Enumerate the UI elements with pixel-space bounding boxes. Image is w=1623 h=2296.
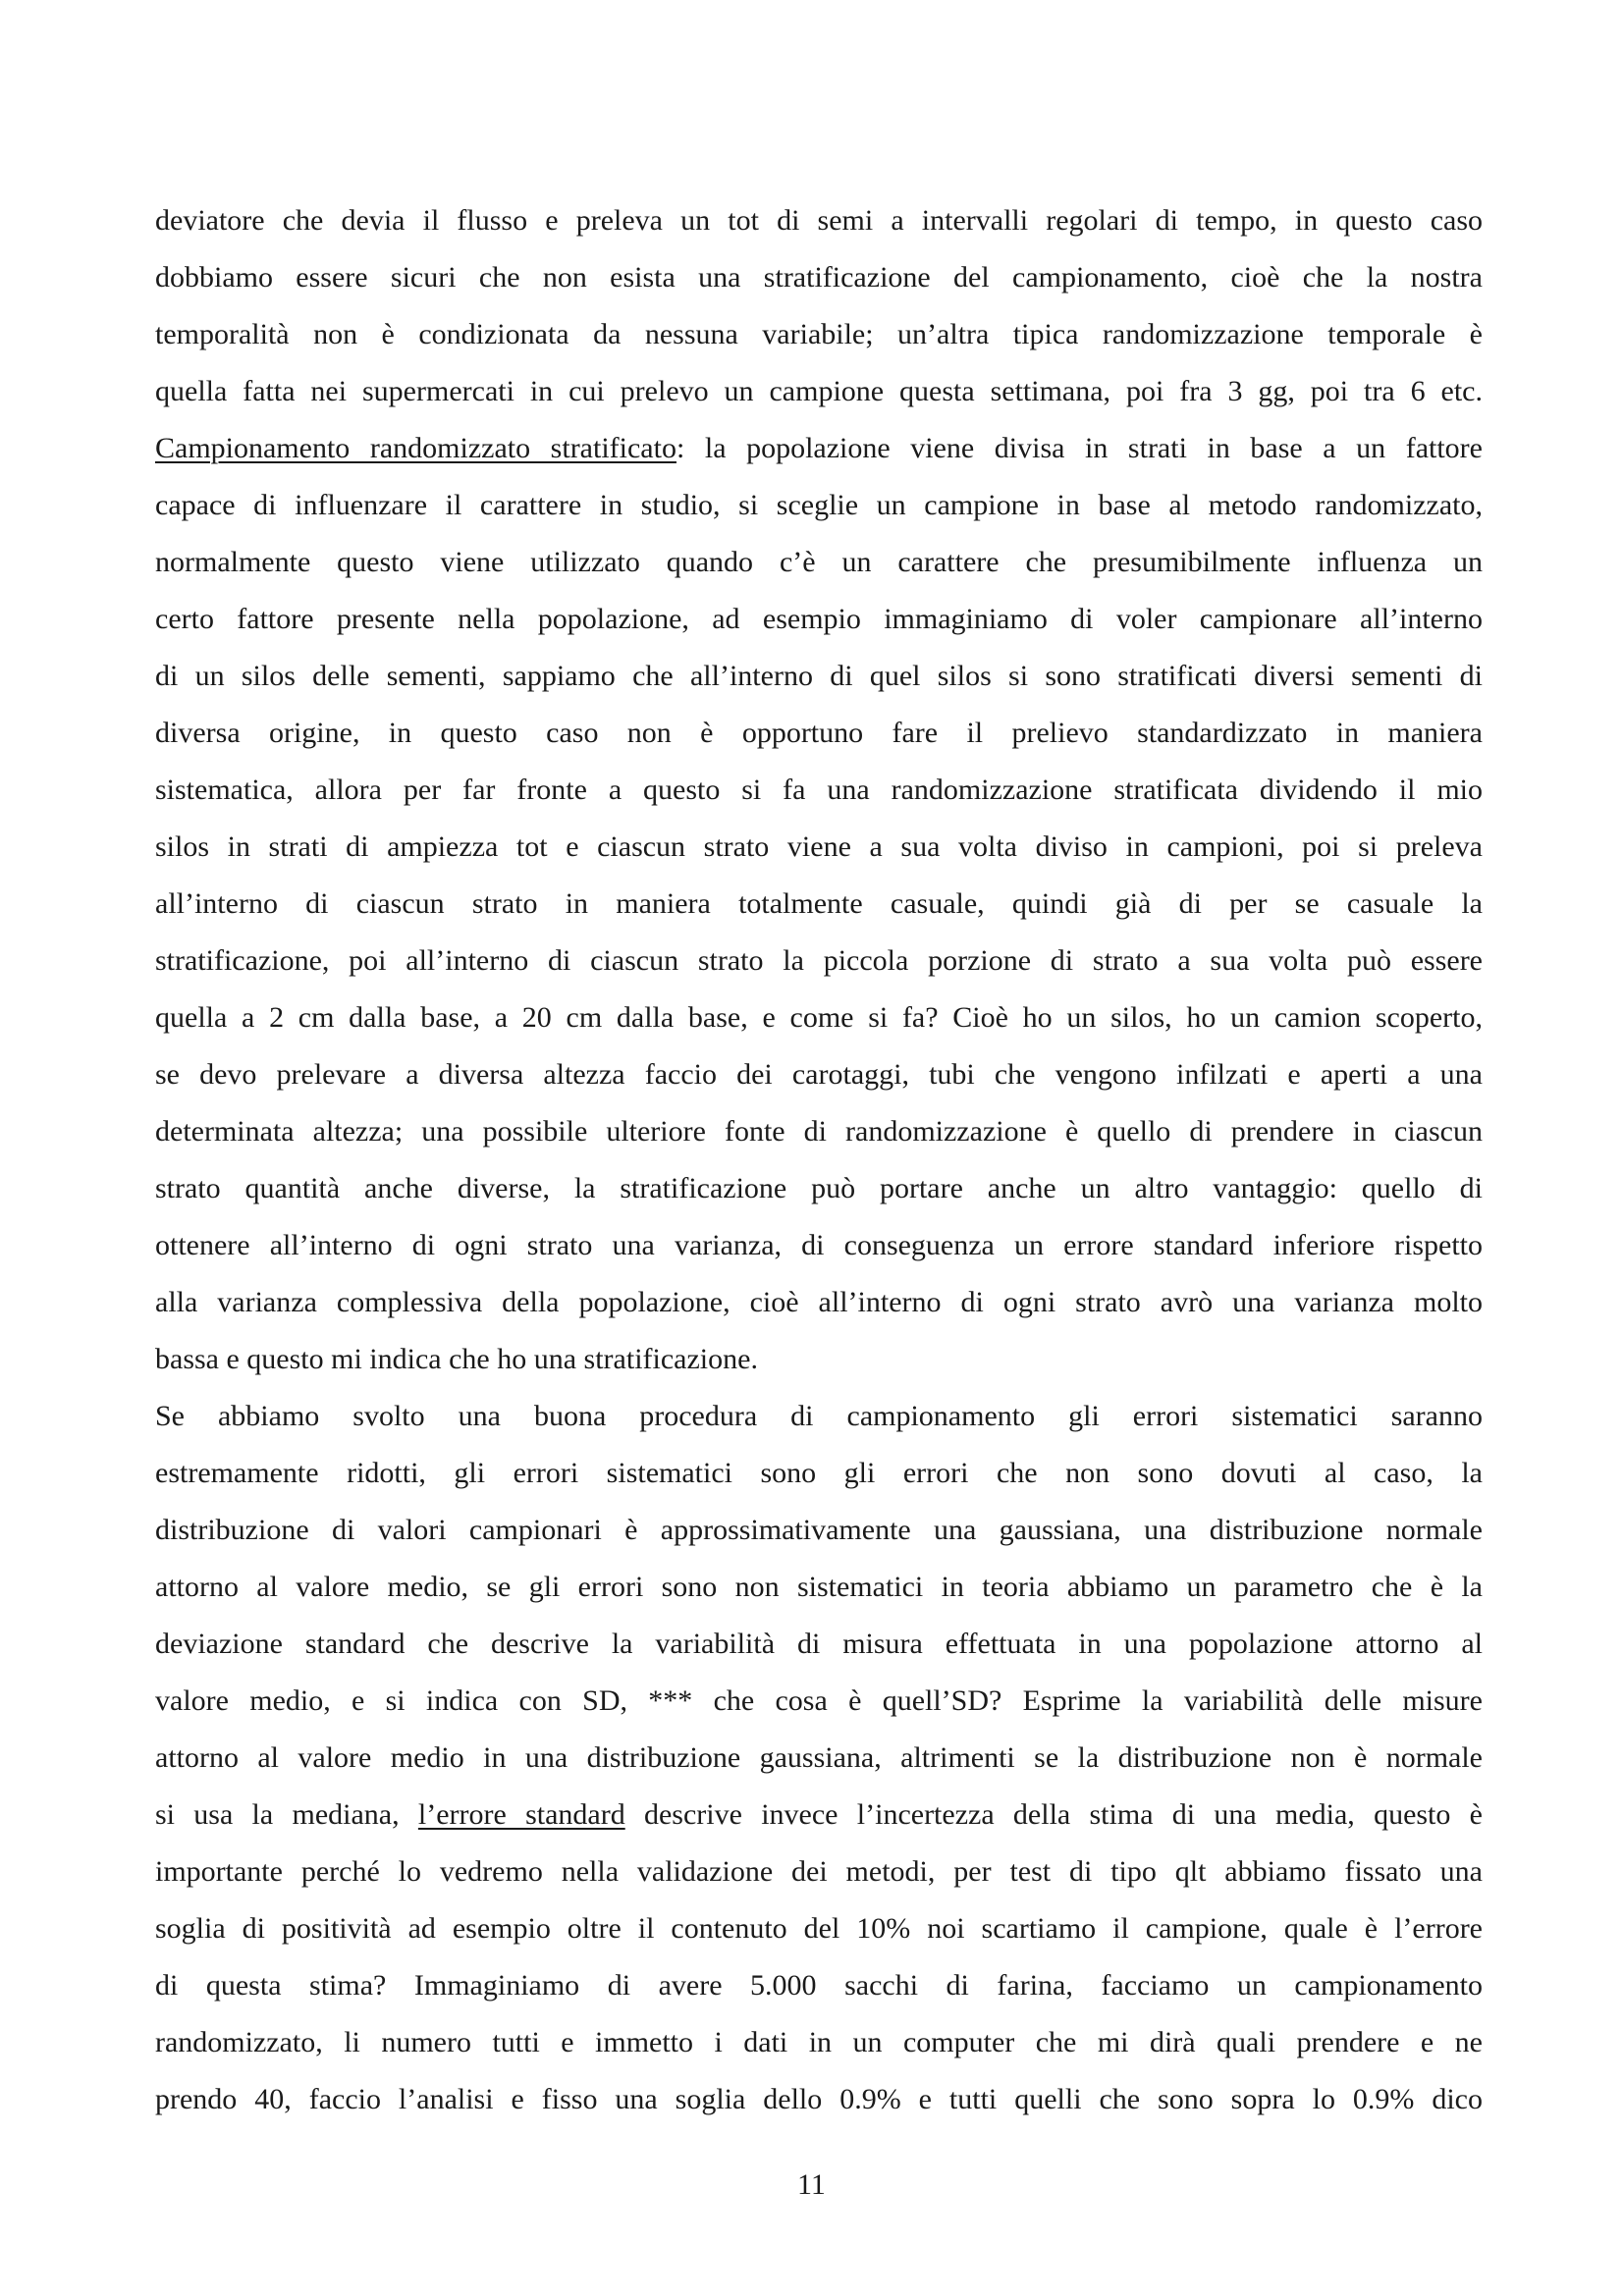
text-line: silos in strati di ampiezza tot e ciascun strato viene a sua volta diviso in campioni, poi si preleva [155,830,1483,863]
text-segment: si usa la mediana, [155,1798,418,1831]
text-line: valore medio, e si indica con SD, *** che cosa è quell’SD? Esprime la variabilità delle misure [155,1684,1483,1717]
text-line: strato quantità anche diverse, la stratificazione può portare anche un altro vantaggio: quello di [155,1172,1483,1204]
text-line: attorno al valore medio in una distribuzione gaussiana, altrimenti se la distribuzione non è normale [155,1741,1483,1774]
text-line: dobbiamo essere sicuri che non esista una stratificazione del campionamento, cioè che la nostra [155,261,1483,294]
underlined-term: Campionamento randomizzato stratificato [155,432,676,464]
page-number: 11 [797,2168,826,2201]
text-line: prendo 40, faccio l’analisi e fisso una soglia dello 0.9% e tutti quelli che sono sopra lo 0.9% dico [155,2083,1483,2115]
text-line: determinata altezza; una possibile ulteriore fonte di randomizzazione è quello di prendere in ciascun [155,1115,1483,1148]
text-line: attorno al valore medio, se gli errori sono non sistematici in teoria abbiamo un parametro che è la [155,1571,1483,1603]
text-line: se devo prelevare a diversa altezza faccio dei carotaggi, tubi che vengono infilzati e aperti a una [155,1058,1483,1091]
text-line: di questa stima? Immaginiamo di avere 5.000 sacchi di farina, facciamo un campionamento [155,1969,1483,2002]
text-line: quella fatta nei supermercati in cui prelevo un campione questa settimana, poi fra 3 gg, poi tra 6 etc. [155,375,1483,407]
text-line: distribuzione di valori campionari è approssimativamente una gaussiana, una distribuzione normale [155,1514,1483,1546]
text-line: diversa origine, in questo caso non è opportuno fare il prelievo standardizzato in maniera [155,717,1483,749]
text-line [155,420,1483,477]
text-segment: descrive invece l’incertezza della stima di una media, questo è [624,1798,1483,1831]
underlined-term: l’errore standard [417,1798,625,1831]
text-line: estremamente ridotti, gli errori sistematici sono gli errori che non sono dovuti al caso, la [155,1457,1483,1489]
text-line: deviazione standard che descrive la variabilità di misura effettuata in una popolazione attorno al [155,1628,1483,1660]
text-line: alla varianza complessiva della popolazione, cioè all’interno di ogni strato avrò una varianza molto [155,1286,1483,1318]
text-line: certo fattore presente nella popolazione, ad esempio immaginiamo di voler campionare all’interno [155,603,1483,635]
text-line: randomizzato, li numero tutti e immetto i dati in un computer che mi dirà quali prendere e ne [155,2026,1483,2058]
text-line: soglia di positività ad esempio oltre il contenuto del 10% noi scartiamo il campione, quale è l’errore [155,1912,1483,1945]
text-line: stratificazione, poi all’interno di ciascun strato la piccola porzione di strato a sua volta può essere [155,944,1483,977]
text-segment: : la popolazione viene divisa in strati in base a un fattore [676,432,1483,464]
text-line: all’interno di ciascun strato in maniera totalmente casuale, quindi già di per se casuale la [155,887,1483,920]
text-line: temporalità non è condizionata da nessuna variabile; un’altra tipica randomizzazione temporale è [155,318,1483,350]
text-line: capace di influenzare il carattere in studio, si sceglie un campione in base al metodo randomizzato, [155,489,1483,521]
text-line [155,1787,1483,1843]
text-line: normalmente questo viene utilizzato quando c’è un carattere che presumibilmente influenza un [155,546,1483,578]
text-line: importante perché lo vedremo nella validazione dei metodi, per test di tipo qlt abbiamo fissato una [155,1855,1483,1888]
text-line: ottenere all’interno di ogni strato una varianza, di conseguenza un errore standard inferiore rispetto [155,1229,1483,1261]
text-line: bassa e questo mi indica che ho una stratificazione. [155,1343,758,1375]
text-line: Se abbiamo svolto una buona procedura di campionamento gli errori sistematici saranno [155,1400,1483,1432]
text-line: deviatore che devia il flusso e preleva un tot di semi a intervalli regolari di tempo, in questo caso [155,204,1483,237]
text-line: di un silos delle sementi, sappiamo che all’interno di quel silos si sono stratificati diversi sementi di [155,660,1483,692]
body-text [155,192,1483,2128]
text-line: sistematica, allora per far fronte a questo si fa una randomizzazione stratificata dividendo il mio [155,774,1483,806]
text-line: quella a 2 cm dalla base, a 20 cm dalla base, e come si fa? Cioè ho un silos, ho un camion scoperto, [155,1001,1483,1034]
